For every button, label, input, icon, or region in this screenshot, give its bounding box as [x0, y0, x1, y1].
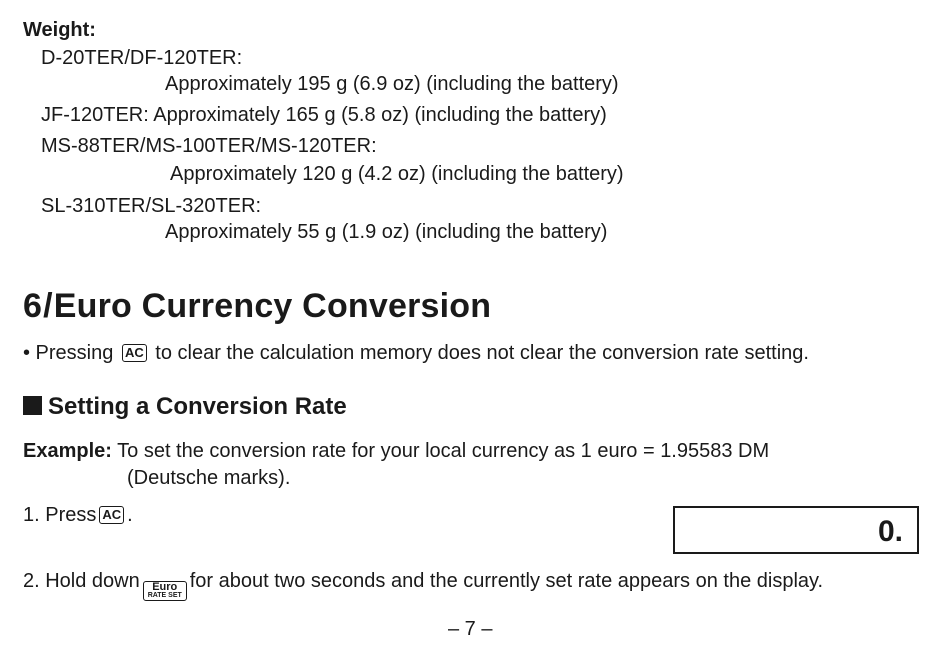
- weight-models-3: MS-88TER/MS-100TER/MS-120TER:: [41, 135, 377, 157]
- section-title-text: Euro Currency Conversion: [53, 287, 492, 325]
- weight-models-4: SL-310TER/SL-320TER:: [41, 195, 262, 217]
- section-title: [23, 286, 491, 326]
- weight-models-1: D-20TER/DF-120TER:: [41, 47, 243, 69]
- note-prefix: • Pressing: [23, 342, 114, 364]
- step-2: [23, 569, 823, 601]
- example-line-1: [23, 439, 769, 463]
- square-bullet-icon: [23, 396, 42, 415]
- weight-models-2: JF-120TER:: [41, 104, 149, 126]
- ac-key-icon: AC: [122, 344, 147, 362]
- weight-row-2: [41, 103, 607, 127]
- note-line: [23, 341, 809, 365]
- step-1-suffix: .: [127, 504, 133, 526]
- note-suffix: to clear the calculation memory does not clear the conversion rate setting.: [155, 342, 809, 364]
- page-number: – 7 –: [448, 618, 493, 640]
- weight-value-2: Approximately 165 g (5.8 oz) (including the battery): [153, 104, 607, 126]
- euro-rate-set-key-icon: [143, 581, 187, 601]
- example-text-1: To set the conversion rate for your local currency as 1 euro = 1.95583 DM: [117, 440, 770, 462]
- display-value: 0.: [877, 515, 903, 548]
- ac-key-icon: AC: [99, 506, 124, 524]
- weight-value-3: Approximately 120 g (4.2 oz) (including the battery): [170, 163, 624, 185]
- section-separator: /: [43, 287, 53, 325]
- step-1: [23, 503, 133, 527]
- example-text-2: (Deutsche marks).: [127, 467, 291, 489]
- weight-heading: Weight:: [23, 19, 96, 41]
- calculator-display: [673, 506, 919, 554]
- step-2-prefix: 2. Hold down: [23, 570, 140, 592]
- weight-value-1: Approximately 195 g (6.9 oz) (including the battery): [165, 73, 619, 95]
- euro-key-bottom: RATE SET: [147, 592, 182, 599]
- subheading: [23, 393, 347, 421]
- example-label: Example:: [23, 440, 112, 462]
- step-1-prefix: 1. Press: [23, 504, 97, 526]
- subheading-text: Setting a Conversion Rate: [48, 393, 347, 420]
- euro-key-top: Euro: [152, 581, 178, 593]
- step-2-suffix: for about two seconds and the currently set rate appears on the display.: [189, 570, 824, 592]
- section-number: 6: [23, 287, 43, 325]
- weight-value-4: Approximately 55 g (1.9 oz) (including the battery): [165, 221, 608, 243]
